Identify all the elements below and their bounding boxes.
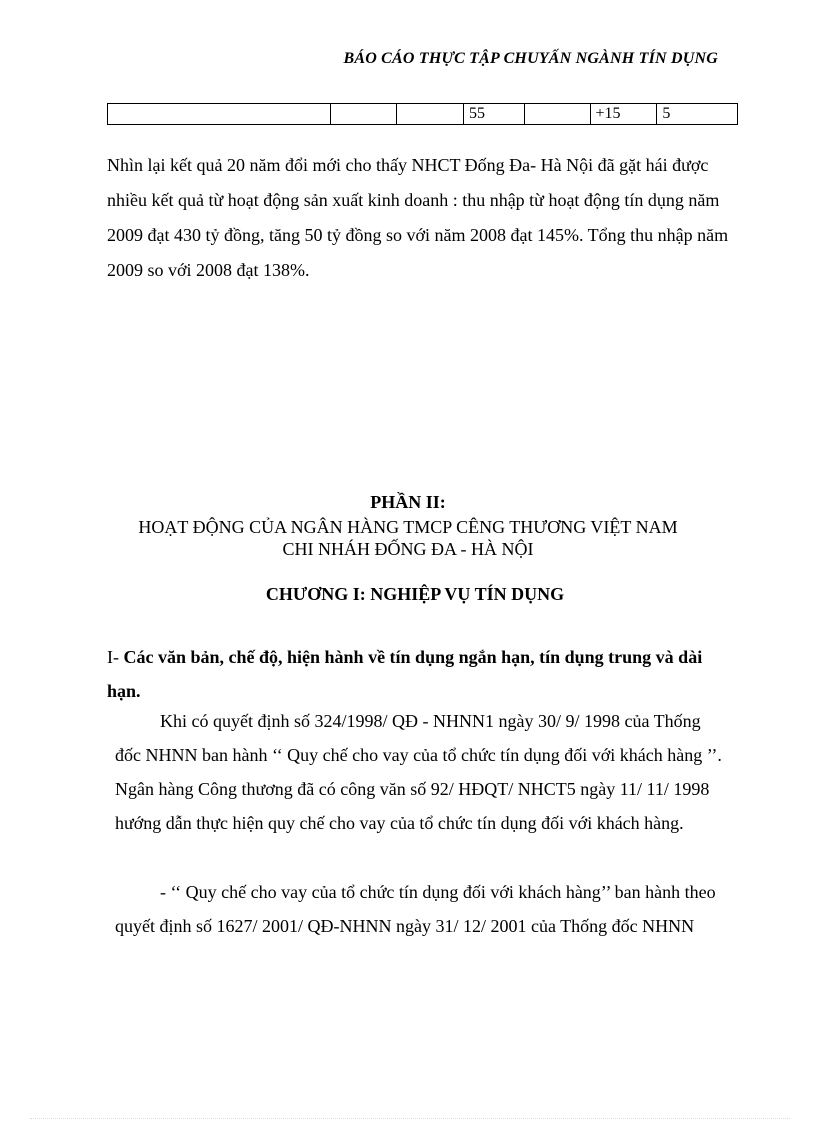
table-cell: 5	[657, 104, 738, 125]
data-table	[107, 103, 738, 125]
body-paragraph	[115, 704, 725, 840]
table-cell	[397, 104, 464, 125]
part-subtitle-line-1: HOẠT ĐỘNG CỦA NGÂN HÀNG TMCP CÊNG THƯƠNG VIỆT NAM	[138, 517, 678, 537]
body-paragraph-text: - ‘‘ Quy chế cho vay của tổ chức tín dụng đối với khách hàng’’ ban hành theo quyết định số 1627/ 2001/ QĐ-NHNN ngày 31/ 12/ 2001 của Thống đốc NHNN	[115, 882, 716, 936]
body-paragraph-text: Khi có quyết định số 324/1998/ QĐ - NHNN1 ngày 30/ 9/ 1998 của Thống đốc NHNN ban hành ‘‘ Quy chế cho vay của tổ chức tín dụng đối với khách hàng ’’. Ngân hàng Công thương đã có công văn số 92/ HĐQT/ NHCT5 ngày 11/ 11/ 1998 hướng dẫn thực hiện quy chế cho vay của tổ chức tín dụng đối với khách hàng.	[115, 711, 722, 833]
section-heading	[107, 640, 707, 708]
table-cell	[524, 104, 590, 125]
footer-divider	[30, 1118, 790, 1119]
body-paragraph	[115, 875, 725, 943]
summary-paragraph: Nhìn lại kết quả 20 năm đổi mới cho thấy NHCT Đống Đa- Hà Nội đã gặt hái được nhiều kết quả từ hoạt động sản xuất kinh doanh : thu nhập từ hoạt động tín dụng năm 2009 đạt 430 tỷ đồng, tăng 50 tỷ đồng so với năm 2008 đạt 145%. Tổng thu nhập năm 2009 so với 2008 đạt 138%.	[107, 155, 729, 280]
section-title: Các văn bản, chế độ, hiện hành về tín dụng ngắn hạn, tín dụng trung và dài hạn.	[107, 647, 703, 701]
part-title: PHẦN II:	[370, 492, 446, 512]
table-cell	[108, 104, 331, 125]
table-cell: +15	[590, 104, 657, 125]
table-cell: 55	[464, 104, 525, 125]
chapter-title: CHƯƠNG I: NGHIỆP VỤ TÍN DỤNG	[265, 584, 565, 604]
part-subtitle	[0, 516, 816, 560]
table-cell	[330, 104, 397, 125]
part-subtitle-line-2: CHI NHÁH ĐỐNG ĐA - HÀ NỘI	[282, 539, 534, 559]
page-header: BÁO CÁO THỰC TẬP CHUYẤN NGÀNH TÍN DỤNG	[343, 50, 718, 67]
table-row	[108, 104, 738, 125]
section-prefix: I-	[107, 647, 124, 667]
